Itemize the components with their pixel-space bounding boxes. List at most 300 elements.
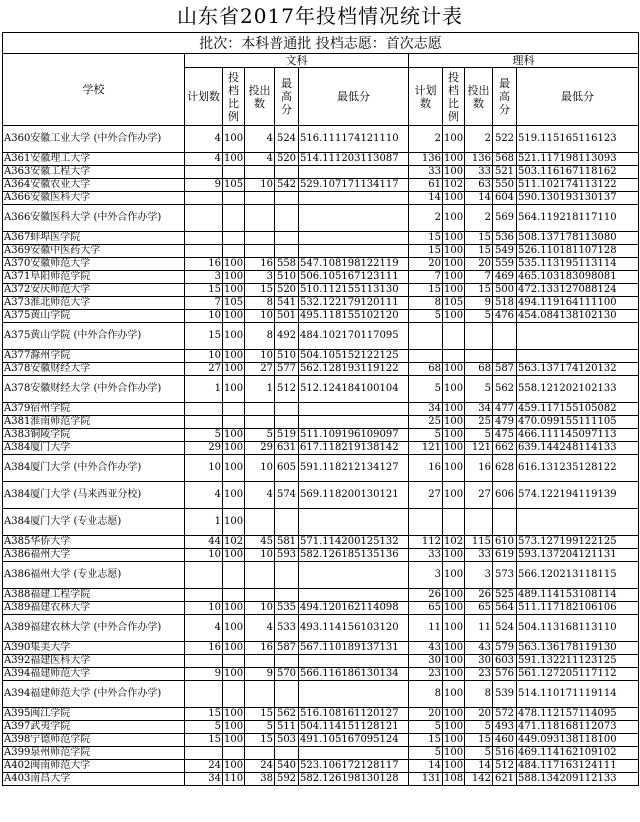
wenke-out-cell xyxy=(245,655,275,668)
wenke-max-cell: 519 xyxy=(275,429,299,442)
wenke-out-cell xyxy=(245,205,275,232)
like-max-cell: 516 xyxy=(493,747,517,760)
wenke-max-cell: 570 xyxy=(275,668,299,681)
like-out-cell: 9 xyxy=(465,297,493,310)
wenke-min-cell: 510.112155113130 xyxy=(299,284,409,297)
like-min-cell: 558.121202102133 xyxy=(517,376,639,403)
table-row xyxy=(3,455,639,482)
like-ratio-cell: 108 xyxy=(444,773,464,784)
like-plan-cell: 5 xyxy=(409,310,443,323)
like-min-cell: 591.132211123125 xyxy=(517,655,639,668)
wenke-out-cell: 10 xyxy=(245,310,275,323)
like-max-cell: 619 xyxy=(493,549,517,562)
like-plan-cell: 27 xyxy=(409,482,443,509)
like-out-cell: 26 xyxy=(465,589,493,602)
wenke-min-cell xyxy=(299,192,409,205)
school-name: A386福州大学 (专业志愿) xyxy=(3,562,185,589)
wenke-out-cell: 15 xyxy=(245,708,275,721)
school-name: A366安徽医科大学 xyxy=(3,192,185,205)
wenke-max-cell: 524 xyxy=(275,126,299,153)
school-name: A389福建农林大学 (中外合作办学) xyxy=(3,615,185,642)
school-name: A371阜阳师范学院 xyxy=(3,271,185,284)
table-row xyxy=(3,166,639,179)
like-min-cell: 466.111145097113 xyxy=(517,429,639,442)
like-min-cell: 511.117182106106 xyxy=(517,602,639,615)
wenke-ratio-cell: 100 xyxy=(224,363,244,374)
wenke-out-cell: 29 xyxy=(245,442,275,455)
wenke-max-cell: 540 xyxy=(275,760,299,773)
like-ratio-cell: 100 xyxy=(444,708,464,719)
like-max-cell: 518 xyxy=(493,297,517,310)
wenke-ratio-cell: 100 xyxy=(223,482,245,509)
wenke-ratio-cell: 100 xyxy=(224,258,244,269)
like-max-cell: 587 xyxy=(493,363,517,376)
wenke-max-cell: 541 xyxy=(275,297,299,310)
wenke-min-cell: 511.109196109097 xyxy=(299,429,409,442)
school-name: A369安徽中医药大学 xyxy=(3,245,185,258)
like-ratio-cell: 102 xyxy=(444,179,464,190)
like-plan-cell: 61 xyxy=(409,179,443,192)
wenke-out-cell: 3 xyxy=(245,271,275,284)
wenke-ratio-cell: 100 xyxy=(224,602,244,613)
wenke-min-cell: 529.107171134117 xyxy=(299,179,409,192)
wenke-ratio-cell xyxy=(223,747,245,760)
table-row xyxy=(3,258,639,271)
like-max-cell: 572 xyxy=(493,708,517,721)
like-min-cell: 489.114153108114 xyxy=(517,589,639,602)
like-min-cell: 470.099155111105 xyxy=(517,416,639,429)
batch-subtitle: 批次：本科普通批 投档志愿：首次志愿 xyxy=(3,33,639,54)
wenke-max-cell: 520 xyxy=(275,284,299,297)
table-row xyxy=(3,376,639,403)
table-row xyxy=(3,773,639,786)
wenke-min-cell: 504.105152122125 xyxy=(299,350,409,363)
school-name: A375黄山学院 xyxy=(3,310,185,323)
like-ratio-cell: 100 xyxy=(444,310,464,321)
like-min-cell: 521.117198113093 xyxy=(517,153,639,166)
like-max-cell: 469 xyxy=(493,271,517,284)
wenke-out-cell: 4 xyxy=(245,153,275,166)
wenke-out-cell xyxy=(245,681,275,708)
school-name: A377滁州学院 xyxy=(3,350,185,363)
school-name: A363安徽工程大学 xyxy=(3,166,185,179)
wenke-out-cell: 45 xyxy=(245,536,275,549)
like-max-cell: 512 xyxy=(493,760,517,773)
like-max-cell: 549 xyxy=(493,245,517,258)
wenke-plan-cell: 10 xyxy=(185,310,223,323)
table-row xyxy=(3,416,639,429)
table-row xyxy=(3,323,639,350)
wenke-max-cell: 512 xyxy=(275,376,299,403)
like-out-cell: 68 xyxy=(465,363,493,376)
like-max-cell: 564 xyxy=(493,602,517,615)
table-row xyxy=(3,655,639,668)
wenke-ratio-cell: 100 xyxy=(224,310,244,321)
wenke-max-cell xyxy=(275,655,299,668)
like-ratio-cell: 100 xyxy=(443,126,465,153)
like-ratio-cell: 100 xyxy=(444,245,464,256)
like-out-cell: 27 xyxy=(465,482,493,509)
table-row xyxy=(3,668,639,681)
header-like-plan: 计划数 xyxy=(409,68,443,126)
wenke-ratio-cell: 100 xyxy=(224,721,244,732)
like-min-cell xyxy=(517,323,639,350)
like-out-cell: 15 xyxy=(465,284,493,297)
header-wenke-max: 最高分 xyxy=(275,68,299,126)
wenke-plan-cell xyxy=(185,747,223,760)
wenke-min-cell xyxy=(299,205,409,232)
table-row xyxy=(3,589,639,602)
like-min-cell: 535.113195113114 xyxy=(517,258,639,271)
like-ratio-cell: 100 xyxy=(444,258,464,269)
like-plan-cell xyxy=(409,509,443,536)
wenke-out-cell: 5 xyxy=(245,721,275,734)
like-min-cell: 484.117163124111 xyxy=(517,760,639,773)
like-ratio-cell: 100 xyxy=(444,429,464,440)
like-plan-cell: 3 xyxy=(409,562,443,589)
like-plan-cell: 5 xyxy=(409,747,443,760)
header-like-ratio: 投档比例 xyxy=(443,68,465,126)
header-like-min: 最低分 xyxy=(517,68,639,126)
school-name: A392福建医科大学 xyxy=(3,655,185,668)
like-out-cell xyxy=(465,509,493,536)
like-plan-cell: 121 xyxy=(409,442,443,455)
wenke-ratio-cell: 100 xyxy=(224,642,244,653)
wenke-plan-cell: 15 xyxy=(185,734,223,747)
wenke-min-cell: 494.120162114098 xyxy=(299,602,409,615)
table-row xyxy=(3,549,639,562)
wenke-plan-cell: 4 xyxy=(185,153,223,166)
wenke-plan-cell: 5 xyxy=(185,429,223,442)
like-max-cell: 536 xyxy=(493,232,517,245)
like-max-cell: 475 xyxy=(493,429,517,442)
wenke-plan-cell: 4 xyxy=(185,482,223,509)
like-ratio-cell: 100 xyxy=(444,602,464,613)
like-ratio-cell: 100 xyxy=(444,284,464,295)
school-name: A385华侨大学 xyxy=(3,536,185,549)
like-ratio-cell: 100 xyxy=(443,615,465,642)
wenke-plan-cell: 16 xyxy=(185,258,223,271)
wenke-min-cell xyxy=(299,166,409,179)
table-row xyxy=(3,350,639,363)
wenke-ratio-cell: 100 xyxy=(223,455,245,482)
wenke-min-cell: 547.108198122119 xyxy=(299,258,409,271)
wenke-min-cell: 569.118200130121 xyxy=(299,482,409,509)
wenke-max-cell xyxy=(275,192,299,205)
wenke-plan-cell: 4 xyxy=(185,126,223,153)
like-min-cell: 564.119218117110 xyxy=(517,205,639,232)
like-ratio-cell: 100 xyxy=(443,455,465,482)
like-ratio-cell: 100 xyxy=(443,376,465,403)
wenke-max-cell xyxy=(275,403,299,416)
wenke-ratio-cell xyxy=(223,562,245,589)
wenke-ratio-cell xyxy=(223,416,245,429)
like-max-cell: 500 xyxy=(493,284,517,297)
school-name: A384厦门大学 (专业志愿) xyxy=(3,509,185,536)
like-plan-cell: 15 xyxy=(409,245,443,258)
header-wenke: 文科 xyxy=(185,54,409,68)
wenke-ratio-cell: 110 xyxy=(224,773,244,784)
table-row xyxy=(3,536,639,549)
wenke-out-cell xyxy=(245,232,275,245)
like-max-cell: 621 xyxy=(493,773,517,786)
school-name: A364安徽农业大学 xyxy=(3,179,185,192)
wenke-plan-cell xyxy=(185,562,223,589)
like-out-cell: 16 xyxy=(465,455,493,482)
like-min-cell: 639.144248114133 xyxy=(517,442,639,455)
wenke-min-cell: 532.122179120111 xyxy=(299,297,409,310)
like-ratio-cell: 105 xyxy=(444,297,464,308)
wenke-out-cell xyxy=(245,416,275,429)
wenke-min-cell: 495.118155102120 xyxy=(299,310,409,323)
like-max-cell: 559 xyxy=(493,258,517,271)
like-plan-cell: 15 xyxy=(409,232,443,245)
wenke-out-cell: 1 xyxy=(245,376,275,403)
school-name: A384厦门大学 xyxy=(3,442,185,455)
wenke-out-cell xyxy=(245,562,275,589)
table-row xyxy=(3,310,639,323)
table-row xyxy=(3,179,639,192)
wenke-plan-cell: 1 xyxy=(185,376,223,403)
wenke-min-cell: 484.102170117095 xyxy=(299,323,409,350)
wenke-min-cell: 493.114156103120 xyxy=(299,615,409,642)
wenke-max-cell: 492 xyxy=(275,323,299,350)
like-out-cell xyxy=(465,323,493,350)
like-ratio-cell: 100 xyxy=(444,363,464,374)
like-plan-cell xyxy=(409,350,443,363)
like-min-cell xyxy=(517,509,639,536)
like-plan-cell: 15 xyxy=(409,284,443,297)
wenke-min-cell xyxy=(299,403,409,416)
wenke-ratio-cell xyxy=(223,205,245,232)
wenke-max-cell: 574 xyxy=(275,482,299,509)
wenke-ratio-cell: 105 xyxy=(224,179,244,190)
wenke-max-cell xyxy=(275,205,299,232)
wenke-ratio-cell: 100 xyxy=(223,323,245,350)
school-name: A383铜陵学院 xyxy=(3,429,185,442)
school-name: A378安徽财经大学 (中外合作办学) xyxy=(3,376,185,403)
wenke-out-cell: 15 xyxy=(245,284,275,297)
like-min-cell: 573.127199122125 xyxy=(517,536,639,549)
table-row xyxy=(3,403,639,416)
like-out-cell: 5 xyxy=(465,310,493,323)
school-name: A389福建农林大学 xyxy=(3,602,185,615)
wenke-ratio-cell: 100 xyxy=(224,734,244,745)
table-row xyxy=(3,747,639,760)
school-name: A379宿州学院 xyxy=(3,403,185,416)
wenke-min-cell: 582.126198130128 xyxy=(299,773,409,786)
wenke-ratio-cell: 100 xyxy=(224,284,244,295)
wenke-min-cell xyxy=(299,509,409,536)
like-ratio-cell: 100 xyxy=(444,416,464,427)
like-min-cell: 459.117155105082 xyxy=(517,403,639,416)
like-out-cell: 115 xyxy=(465,536,493,549)
wenke-max-cell xyxy=(275,509,299,536)
like-ratio-cell: 100 xyxy=(444,721,464,732)
wenke-out-cell: 16 xyxy=(245,258,275,271)
like-ratio-cell: 100 xyxy=(444,403,464,414)
wenke-plan-cell: 16 xyxy=(185,642,223,655)
like-min-cell: 519.115165116123 xyxy=(517,126,639,153)
like-min-cell: 588.134209112133 xyxy=(517,773,639,786)
like-ratio-cell: 100 xyxy=(443,681,465,708)
like-plan-cell: 2 xyxy=(409,205,443,232)
like-plan-cell: 33 xyxy=(409,166,443,179)
like-plan-cell xyxy=(409,323,443,350)
like-plan-cell: 8 xyxy=(409,297,443,310)
wenke-ratio-cell: 102 xyxy=(224,536,244,547)
wenke-plan-cell xyxy=(185,403,223,416)
like-out-cell: 34 xyxy=(465,403,493,416)
school-name: A360安徽工业大学 (中外合作办学) xyxy=(3,126,185,153)
like-out-cell: 65 xyxy=(465,602,493,615)
wenke-ratio-cell xyxy=(223,403,245,416)
table-row xyxy=(3,271,639,284)
header-school: 学校 xyxy=(3,54,185,126)
wenke-min-cell xyxy=(299,245,409,258)
header-like: 理科 xyxy=(409,54,639,68)
like-out-cell: 142 xyxy=(465,773,493,786)
wenke-out-cell: 16 xyxy=(245,642,275,655)
table-row xyxy=(3,734,639,747)
like-out-cell: 14 xyxy=(465,760,493,773)
wenke-plan-cell xyxy=(185,416,223,429)
wenke-max-cell xyxy=(275,589,299,602)
table-row xyxy=(3,509,639,536)
like-max-cell: 569 xyxy=(493,205,517,232)
like-min-cell: 504.113168113110 xyxy=(517,615,639,642)
school-name: A395闽江学院 xyxy=(3,708,185,721)
like-plan-cell: 136 xyxy=(409,153,443,166)
like-min-cell: 593.137204121131 xyxy=(517,549,639,562)
like-plan-cell: 14 xyxy=(409,192,443,205)
like-out-cell: 23 xyxy=(465,668,493,681)
wenke-out-cell: 9 xyxy=(245,668,275,681)
like-max-cell: 662 xyxy=(493,442,517,455)
wenke-plan-cell xyxy=(185,232,223,245)
school-name: A394福建师范大学 xyxy=(3,668,185,681)
wenke-out-cell xyxy=(245,509,275,536)
wenke-max-cell xyxy=(275,232,299,245)
wenke-out-cell xyxy=(245,589,275,602)
like-out-cell: 136 xyxy=(465,153,493,166)
wenke-max-cell xyxy=(275,245,299,258)
like-out-cell: 11 xyxy=(465,615,493,642)
wenke-plan-cell xyxy=(185,166,223,179)
wenke-out-cell xyxy=(245,192,275,205)
school-name: A375黄山学院 (中外合作办学) xyxy=(3,323,185,350)
admission-table xyxy=(2,32,639,786)
like-plan-cell: 14 xyxy=(409,760,443,773)
table-row xyxy=(3,363,639,376)
school-name: A399泉州师范学院 xyxy=(3,747,185,760)
like-plan-cell: 8 xyxy=(409,681,443,708)
wenke-out-cell: 10 xyxy=(245,602,275,615)
wenke-max-cell: 631 xyxy=(275,442,299,455)
wenke-ratio-cell xyxy=(223,232,245,245)
table-row xyxy=(3,615,639,642)
like-plan-cell: 5 xyxy=(409,376,443,403)
wenke-ratio-cell: 100 xyxy=(224,708,244,719)
wenke-plan-cell xyxy=(185,681,223,708)
like-out-cell: 25 xyxy=(465,416,493,429)
like-max-cell: 604 xyxy=(493,192,517,205)
wenke-ratio-cell xyxy=(223,245,245,258)
school-name: A384厦门大学 (马来西亚分校) xyxy=(3,482,185,509)
table-row xyxy=(3,245,639,258)
wenke-max-cell xyxy=(275,681,299,708)
like-plan-cell: 43 xyxy=(409,642,443,655)
table-row xyxy=(3,721,639,734)
table-row xyxy=(3,192,639,205)
header-like-max: 最高分 xyxy=(493,68,517,126)
like-min-cell: 508.137178113080 xyxy=(517,232,639,245)
wenke-min-cell: 516.111174121110 xyxy=(299,126,409,153)
like-plan-cell: 5 xyxy=(409,429,443,442)
wenke-ratio-cell: 100 xyxy=(224,350,244,361)
like-ratio-cell xyxy=(443,350,465,363)
like-out-cell: 33 xyxy=(465,549,493,562)
like-min-cell: 454.084138102130 xyxy=(517,310,639,323)
wenke-plan-cell: 1 xyxy=(185,509,223,536)
wenke-max-cell: 593 xyxy=(275,549,299,562)
like-min-cell: 478.112157114095 xyxy=(517,708,639,721)
wenke-min-cell xyxy=(299,416,409,429)
like-plan-cell: 65 xyxy=(409,602,443,615)
like-out-cell: 30 xyxy=(465,655,493,668)
wenke-min-cell: 516.108161120127 xyxy=(299,708,409,721)
wenke-plan-cell xyxy=(185,205,223,232)
like-min-cell: 472.133127088124 xyxy=(517,284,639,297)
like-max-cell: 460 xyxy=(493,734,517,747)
header-wenke-ratio: 投档比例 xyxy=(223,68,245,126)
school-name: A394福建师范大学 (中外合作办学) xyxy=(3,681,185,708)
like-out-cell: 5 xyxy=(465,747,493,760)
wenke-max-cell xyxy=(275,166,299,179)
table-row xyxy=(3,602,639,615)
like-ratio-cell xyxy=(443,509,465,536)
wenke-min-cell: 571.114200125132 xyxy=(299,536,409,549)
school-name: A402闽南师范大学 xyxy=(3,760,185,773)
wenke-max-cell: 510 xyxy=(275,350,299,363)
like-min-cell: 465.103183098081 xyxy=(517,271,639,284)
wenke-plan-cell: 10 xyxy=(185,602,223,615)
like-min-cell: 511.102174113122 xyxy=(517,179,639,192)
like-max-cell: 606 xyxy=(493,482,517,509)
like-min-cell: 471.118168112073 xyxy=(517,721,639,734)
like-plan-cell: 16 xyxy=(409,455,443,482)
like-min-cell: 574.122194119139 xyxy=(517,482,639,509)
wenke-max-cell: 587 xyxy=(275,642,299,655)
table-row xyxy=(3,642,639,655)
like-ratio-cell: 100 xyxy=(444,166,464,177)
like-plan-cell: 7 xyxy=(409,271,443,284)
wenke-max-cell: 510 xyxy=(275,271,299,284)
wenke-ratio-cell xyxy=(223,681,245,708)
like-out-cell: 20 xyxy=(465,258,493,271)
like-out-cell xyxy=(465,350,493,363)
like-plan-cell: 34 xyxy=(409,403,443,416)
like-plan-cell: 30 xyxy=(409,655,443,668)
page-title: 山东省2017年投档情况统计表 xyxy=(177,4,463,28)
wenke-out-cell xyxy=(245,747,275,760)
like-ratio-cell: 100 xyxy=(444,271,464,282)
table-row xyxy=(3,205,639,232)
table-row xyxy=(3,126,639,153)
like-max-cell: 476 xyxy=(493,310,517,323)
wenke-ratio-cell: 100 xyxy=(223,376,245,403)
like-ratio-cell: 100 xyxy=(444,232,464,243)
